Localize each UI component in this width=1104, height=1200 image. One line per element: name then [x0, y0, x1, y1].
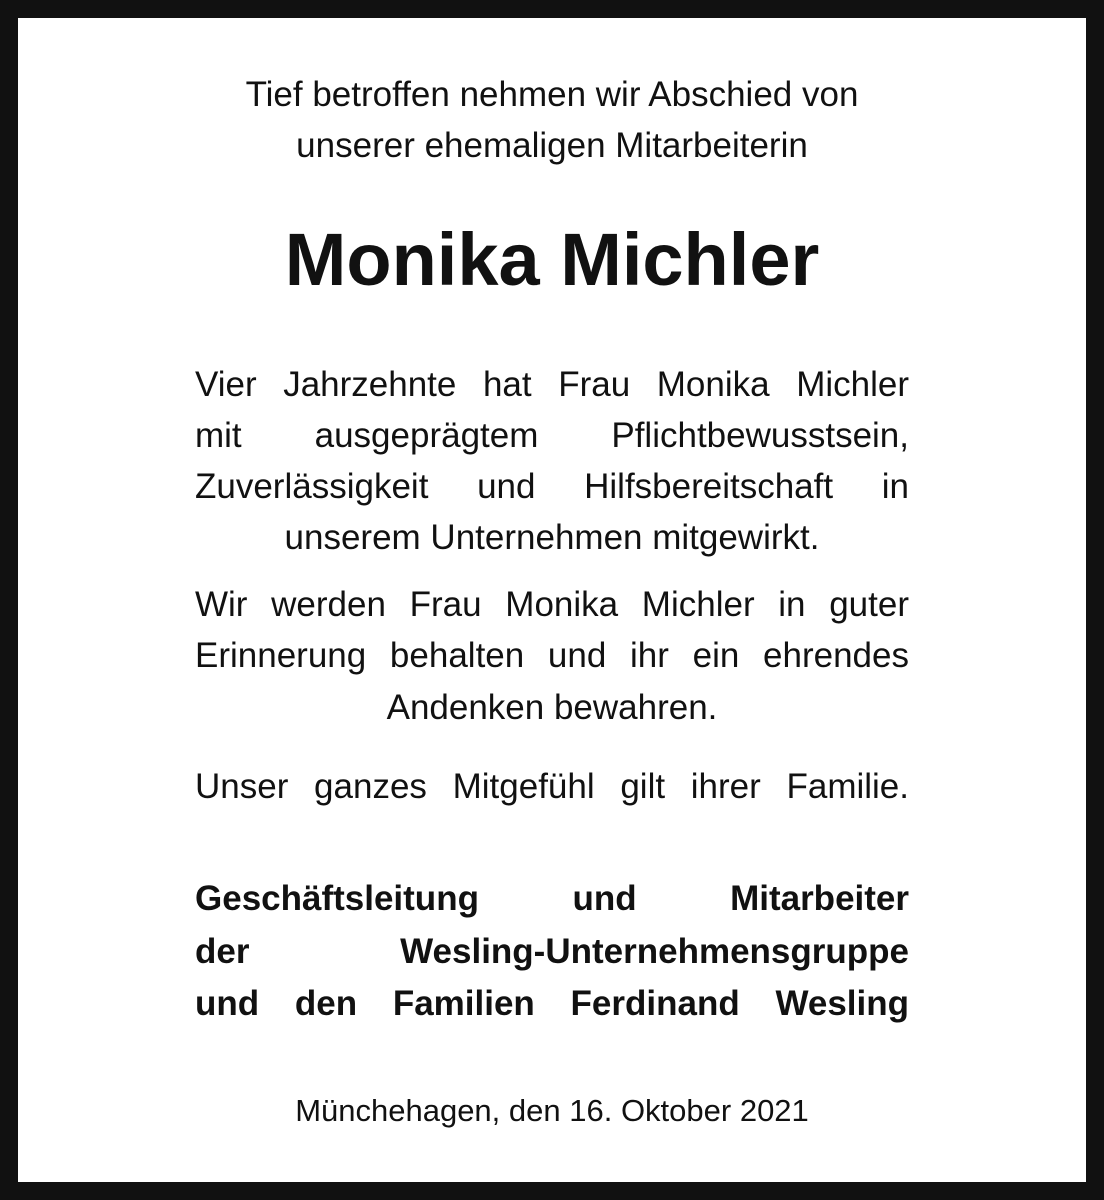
- place-date: Münchehagen, den 16. Oktober 2021: [295, 1093, 809, 1128]
- paragraph2-line-2: Erinnerung behalten und ihr ein ehrendes: [195, 636, 909, 675]
- condolence-line: Unser ganzes Mitgefühl gilt ihrer Familie.: [195, 767, 909, 806]
- paragraph2-line-3: Andenken bewahren.: [386, 688, 718, 727]
- signature-line-3: und den Familien Ferdinand Wesling: [195, 984, 909, 1023]
- paragraph2-line-1: Wir werden Frau Monika Michler in guter: [195, 585, 909, 624]
- intro-line-2: unserer ehemaligen Mitarbeiterin: [296, 126, 808, 165]
- deceased-name: Monika Michler: [284, 218, 820, 301]
- intro-line-1: Tief betroffen nehmen wir Abschied von: [245, 75, 859, 114]
- paragraph1-line-4: unserem Unternehmen mitgewirkt.: [284, 518, 820, 557]
- signature-line-1: Geschäftsleitung und Mitarbeiter: [195, 879, 909, 918]
- paragraph1-line-2: mit ausgeprägtem Pflichtbewusstsein,: [195, 416, 909, 455]
- signature-line-2: der Wesling-Unternehmensgruppe: [195, 932, 909, 971]
- paragraph1-line-1: Vier Jahrzehnte hat Frau Monika Michler: [195, 365, 909, 404]
- paragraph1-line-3: Zuverlässigkeit und Hilfsbereitschaft in: [195, 467, 909, 506]
